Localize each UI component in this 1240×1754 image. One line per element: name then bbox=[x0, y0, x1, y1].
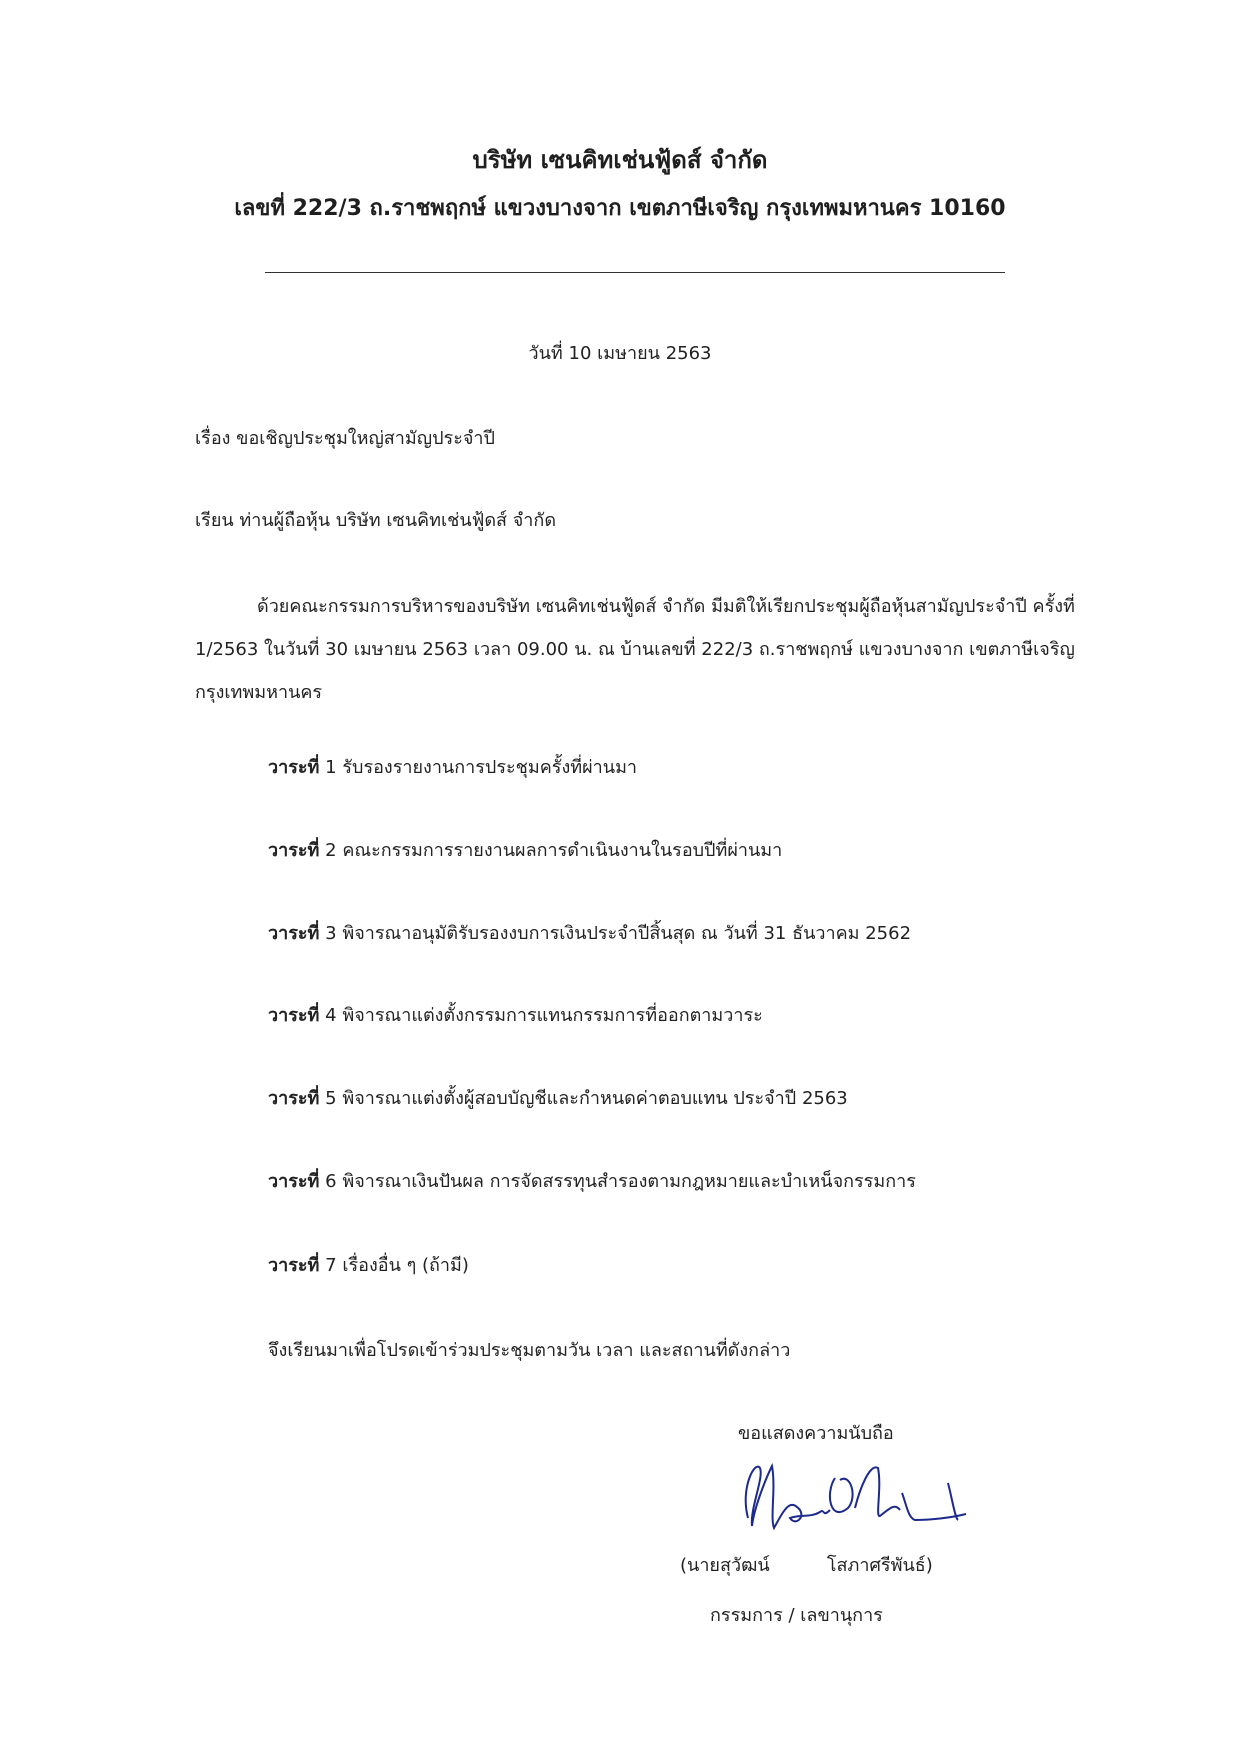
agenda-text: พิจารณาแต่งตั้งกรรมการแทนกรรมการที่ออกตามวาระ bbox=[342, 1005, 763, 1026]
body-text: ด้วยคณะกรรมการบริหารของบริษัท เซนคิทเช่นฟู้ดส์ จำกัด มีมติให้เรียกประชุมผู้ถือหุ้นสามัญประจำปี ครั้งที่ 1/2563 ในวันที่ 30 เมษายน 2563 เวลา 09.00 น. ณ บ้านเลขที่ 222/3 ถ.ราชพฤกษ์ แขวงบางจาก เขตภาษีเจริญ กรุงเทพมหานคร bbox=[195, 596, 1075, 703]
agenda-label: วาระที่ bbox=[268, 1255, 320, 1276]
signer-name: (นายสุวัฒน์ โสภาศรีพันธ์) bbox=[680, 1555, 933, 1576]
company-name: บริษัท เซนคิทเช่นฟู้ดส์ จำกัด bbox=[472, 146, 768, 174]
company-address: เลขที่ 222/3 ถ.ราชพฤกษ์ แขวงบางจาก เขตภาษีเจริญ กรุงเทพมหานคร 10160 bbox=[234, 196, 1006, 221]
agenda-label: วาระที่ bbox=[268, 1171, 320, 1192]
agenda-number: 3 bbox=[325, 923, 337, 944]
agenda-number: 2 bbox=[325, 840, 337, 861]
agenda-number: 6 bbox=[325, 1171, 337, 1192]
agenda-text: พิจารณาเงินปันผล การจัดสรรทุนสำรองตามกฎหมายและบำเหน็จกรรมการ bbox=[342, 1171, 916, 1192]
agenda-item bbox=[268, 1250, 469, 1279]
letter-date: วันที่ 10 เมษายน 2563 bbox=[528, 343, 712, 364]
agenda-item bbox=[268, 835, 782, 864]
signature-image bbox=[730, 1448, 970, 1538]
recipient-line: เรียน ท่านผู้ถือหุ้น บริษัท เซนคิทเช่นฟู้ดส์ จำกัด bbox=[195, 510, 557, 531]
agenda-number: 7 bbox=[325, 1255, 337, 1276]
agenda-text: พิจารณาอนุมัติรับรองงบการเงินประจำปีสิ้นสุด ณ วันที่ 31 ธันวาคม 2562 bbox=[342, 923, 912, 944]
agenda-number: 5 bbox=[325, 1088, 337, 1109]
agenda-label: วาระที่ bbox=[268, 757, 320, 778]
agenda-number: 1 bbox=[325, 757, 337, 778]
agenda-number: 4 bbox=[325, 1005, 337, 1026]
subject-line: เรื่อง ขอเชิญประชุมใหญ่สามัญประจำปี bbox=[195, 428, 495, 449]
agenda-text: พิจารณาแต่งตั้งผู้สอบบัญชีและกำหนดค่าตอบแทน ประจำปี 2563 bbox=[342, 1088, 848, 1109]
header-divider bbox=[265, 272, 1005, 273]
agenda-item bbox=[268, 918, 911, 947]
signer-title: กรรมการ / เลขานุการ bbox=[710, 1605, 883, 1626]
agenda-item bbox=[268, 1000, 763, 1029]
body-paragraph bbox=[195, 585, 1075, 714]
regards-line: ขอแสดงความนับถือ bbox=[738, 1423, 894, 1444]
agenda-label: วาระที่ bbox=[268, 840, 320, 861]
agenda-label: วาระที่ bbox=[268, 1005, 320, 1026]
agenda-label: วาระที่ bbox=[268, 1088, 320, 1109]
agenda-label: วาระที่ bbox=[268, 923, 320, 944]
agenda-item bbox=[268, 752, 637, 781]
agenda-text: รับรองรายงานการประชุมครั้งที่ผ่านมา bbox=[342, 757, 638, 778]
agenda-item bbox=[268, 1166, 916, 1195]
agenda-text: คณะกรรมการรายงานผลการดำเนินงานในรอบปีที่ผ่านมา bbox=[342, 840, 783, 861]
agenda-item bbox=[268, 1083, 848, 1112]
agenda-text: เรื่องอื่น ๆ (ถ้ามี) bbox=[342, 1255, 469, 1276]
closing-line: จึงเรียนมาเพื่อโปรดเข้าร่วมประชุมตามวัน เวลา และสถานที่ดังกล่าว bbox=[268, 1340, 791, 1361]
